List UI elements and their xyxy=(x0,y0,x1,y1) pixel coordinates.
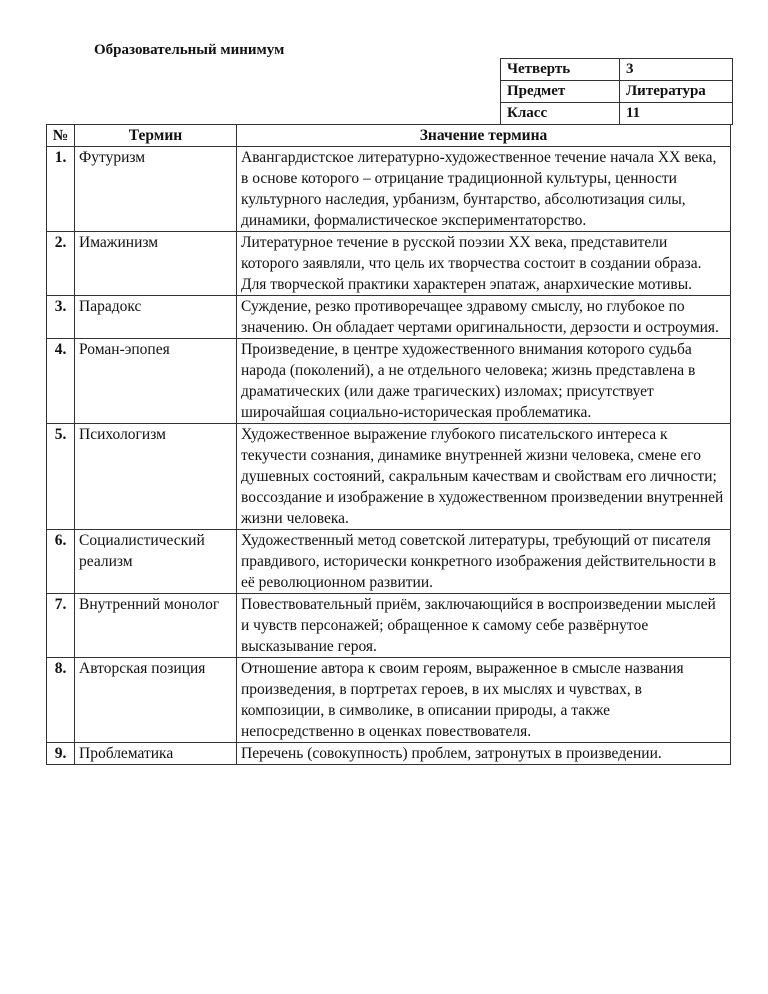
header-row xyxy=(47,125,731,147)
terms-table xyxy=(46,124,731,765)
row-meaning: Художественное выражение глубокого писательского интереса к текучести сознания, динамике внутренней жизни человека, смене его душевных состояний, сакральным качествам и свойствам его личности; воссоздание и изображение в художественном произведении внутренней жизни человека. xyxy=(237,424,731,530)
row-meaning: Суждение, резко противоречащее здравому смыслу, но глубокое по значению. Он обладает чертами оригинальности, дерзости и остроумия. xyxy=(237,296,731,339)
row-number: 9. xyxy=(47,743,75,765)
row-meaning: Художественный метод советской литературы, требующий от писателя правдивого, исторически конкретного изображения действительности в её революционном развитии. xyxy=(237,530,731,594)
info-key: Четверть xyxy=(501,59,620,81)
row-term: Внутренний монолог xyxy=(75,594,237,658)
row-meaning: Повествовательный приём, заключающийся в воспроизведении мыслей и чувств персонажей; обращенное к самому себе развёрнутое высказывание героя. xyxy=(237,594,731,658)
info-row-subject xyxy=(501,81,733,103)
header-num: № xyxy=(47,125,75,147)
info-value: Литература xyxy=(620,81,733,103)
row-number: 2. xyxy=(47,232,75,296)
row-meaning: Литературное течение в русской поэзии XX века, представители которого заявляли, что цель их творчества состоит в создании образа. Для творческой практики характерен эпатаж, анархические мотивы. xyxy=(237,232,731,296)
info-value: 3 xyxy=(620,59,733,81)
table-row xyxy=(47,339,731,424)
row-number: 6. xyxy=(47,530,75,594)
table-row xyxy=(47,296,731,339)
row-term: Роман-эпопея xyxy=(75,339,237,424)
info-key: Класс xyxy=(501,103,620,125)
document-title: Образовательный минимум xyxy=(94,42,285,58)
table-row xyxy=(47,530,731,594)
row-term: Психологизм xyxy=(75,424,237,530)
row-number: 8. xyxy=(47,658,75,743)
row-meaning: Отношение автора к своим героям, выраженное в смысле названия произведения, в портретах героев, в их мыслях и чувствах, в композиции, в символике, в описании природы, а также непосредственно в оценках повествователя. xyxy=(237,658,731,743)
table-row xyxy=(47,594,731,658)
header-term: Термин xyxy=(75,125,237,147)
row-term: Имажинизм xyxy=(75,232,237,296)
row-term: Проблематика xyxy=(75,743,237,765)
table-row xyxy=(47,658,731,743)
table-row xyxy=(47,232,731,296)
table-row xyxy=(47,147,731,232)
row-meaning: Перечень (совокупность) проблем, затронутых в произведении. xyxy=(237,743,731,765)
row-number: 1. xyxy=(47,147,75,232)
row-term: Парадокс xyxy=(75,296,237,339)
info-row-class xyxy=(501,103,733,125)
info-table xyxy=(500,58,733,125)
table-row xyxy=(47,424,731,530)
row-term: Социалистический реализм xyxy=(75,530,237,594)
row-number: 7. xyxy=(47,594,75,658)
info-row-quarter xyxy=(501,59,733,81)
row-number: 4. xyxy=(47,339,75,424)
table-row xyxy=(47,743,731,765)
row-number: 5. xyxy=(47,424,75,530)
header-meaning: Значение термина xyxy=(237,125,731,147)
info-key: Предмет xyxy=(501,81,620,103)
row-number: 3. xyxy=(47,296,75,339)
row-term: Авторская позиция xyxy=(75,658,237,743)
row-meaning: Произведение, в центре художественного внимания которого судьба народа (поколений), а не отдельного человека; жизнь представлена в драматических (или даже трагических) изломах; присутствует широчайшая социально-историческая проблематика. xyxy=(237,339,731,424)
row-meaning: Авангардистское литературно-художественное течение начала XX века, в основе которого – отрицание традиционной культуры, ценности культурного наследия, урбанизм, бунтарство, абсолютизация силы, динамики, формалистическое экспериментаторство. xyxy=(237,147,731,232)
row-term: Футуризм xyxy=(75,147,237,232)
info-value: 11 xyxy=(620,103,733,125)
